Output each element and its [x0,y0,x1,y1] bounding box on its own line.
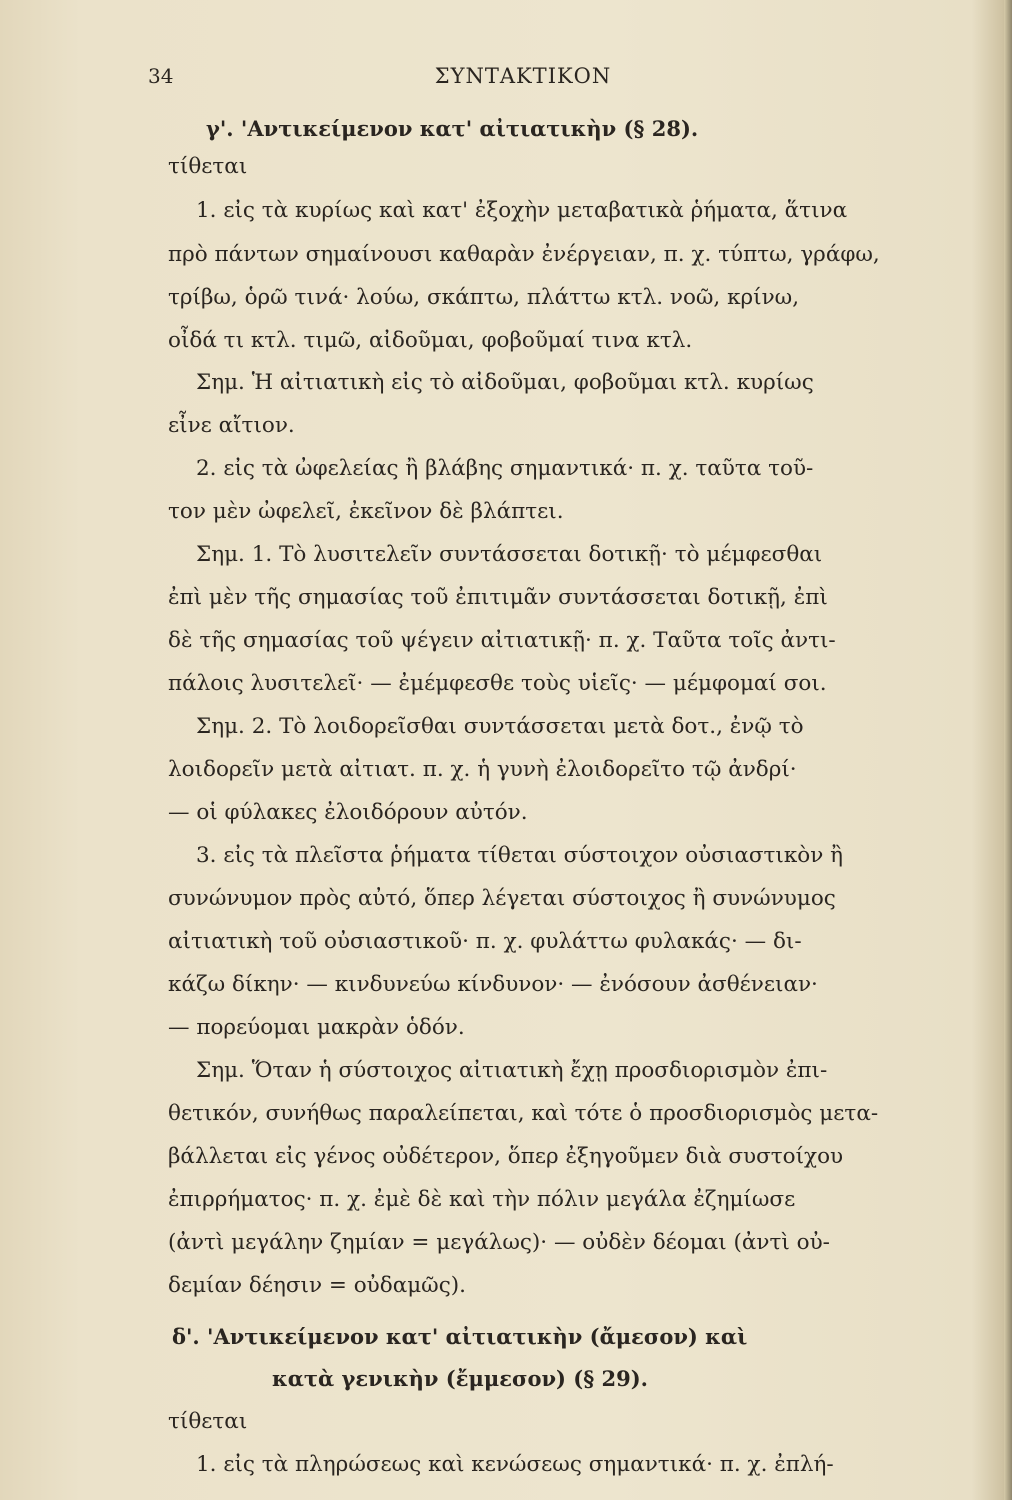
text-line: (ἀντὶ μεγάλην ζημίαν = μεγάλως)· — οὐδὲν δέομαι (ἀντὶ οὐ- [168,1230,830,1255]
section-heading-delta-cont: κατὰ γενικὴν (ἔμμεσον) (§ 29). [272,1366,648,1391]
text-line: πάλοις λυσιτελεῖ· — ἐμέμφεσθε τοὺς υἱεῖς· — μέμφομαί σοι. [168,671,827,696]
text-line: οἶδά τι κτλ. τιμῶ, αἰδοῦμαι, φοβοῦμαί τινα κτλ. [168,328,693,353]
page-number: 34 [148,64,174,88]
text-line: 2. εἰς τὰ ὠφελείας ἢ βλάβης σημαντικά· π. χ. ταῦτα τοῦ- [196,456,814,481]
text-line: τρίβω, ὁρῶ τινά· λούω, σκάπτω, πλάττω κτλ. νοῶ, κρίνω, [168,285,800,310]
text-line: — πορεύομαι μακρὰν ὁδόν. [168,1015,465,1040]
note-line: Σημ. Ὅταν ἡ σύστοιχος αἰτιατικὴ ἔχῃ προσδιορισμὸν ἐπι- [196,1058,828,1083]
text-line: τίθεται [168,1409,248,1434]
text-line: κάζω δίκην· — κινδυνεύω κίνδυνον· — ἐνόσουν ἀσθένειαν· [168,972,818,997]
text-line: βάλλεται εἰς γένος οὐδέτερον, ὅπερ ἐξηγοῦμεν διὰ συστοίχου [168,1144,844,1169]
text-line: αἰτιατικὴ τοῦ οὐσιαστικοῦ· π. χ. φυλάττω φυλακάς· — δι- [168,929,802,954]
text-line: συνώνυμον πρὸς αὐτό, ὅπερ λέγεται σύστοιχος ἢ συνώνυμος [168,886,836,911]
text-line: λοιδορεῖν μετὰ αἰτιατ. π. χ. ἡ γυνὴ ἐλοιδορεῖτο τῷ ἀνδρί· [168,757,797,782]
text-line: 1. εἰς τὰ κυρίως καὶ κατ' ἐξοχὴν μεταβατικὰ ῥήματα, ἅτινα [196,198,848,223]
text-line: εἶνε αἴτιον. [168,413,295,438]
text-line: τίθεται [168,154,248,179]
note-line: Σημ. 2. Τὸ λοιδορεῖσθαι συντάσσεται μετὰ δοτ., ἐνῷ τὸ [196,714,804,739]
text-line: 1. εἰς τὰ πληρώσεως καὶ κενώσεως σημαντικά· π. χ. ἐπλή- [196,1452,834,1477]
running-title: ΣΥΝΤΑΚΤΙΚΟΝ [434,64,612,88]
text-line: 3. εἰς τὰ πλεῖστα ῥήματα τίθεται σύστοιχον οὐσιαστικὸν ἢ [196,843,844,868]
text-line: ἐπὶ μὲν τῆς σημασίας τοῦ ἐπιτιμᾶν συντάσσεται δοτικῇ, ἐπὶ [168,585,828,610]
section-heading-gamma: γ'. 'Αντικείμενον κατ' αἰτιατικὴν (§ 28). [206,116,699,141]
text-line: — οἱ φύλακες ἐλοιδόρουν αὐτόν. [168,800,528,825]
page-header [148,64,898,94]
text-line: δεμίαν δέησιν = οὐδαμῶς). [168,1273,466,1298]
note-line: Σημ. Ἡ αἰτιατικὴ εἰς τὸ αἰδοῦμαι, φοβοῦμαι κτλ. κυρίως [196,370,814,395]
section-heading-delta: δ'. 'Αντικείμενον κατ' αἰτιατικὴν (ἄμεσον) καὶ [172,1324,748,1349]
text-line: θετικόν, συνήθως παραλείπεται, καὶ τότε ὁ προσδιορισμὸς μετα- [168,1101,879,1126]
page-edge [1004,0,1012,1500]
text-line: τον μὲν ὠφελεῖ, ἐκεῖνον δὲ βλάπτει. [168,499,564,524]
text-line: ἐπιρρήματος· π. χ. ἐμὲ δὲ καὶ τὴν πόλιν μεγάλα ἐζημίωσε [168,1187,796,1212]
text-line: δὲ τῆς σημασίας τοῦ ψέγειν αἰτιατικῇ· π. χ. Ταῦτα τοῖς ἀντι- [168,628,836,653]
text-line: πρὸ πάντων σημαίνουσι καθαρὰν ἐνέργειαν, π. χ. τύπτω, γράφω, [168,242,880,267]
note-line: Σημ. 1. Τὸ λυσιτελεῖν συντάσσεται δοτικῇ· τὸ μέμφεσθαι [196,542,823,567]
